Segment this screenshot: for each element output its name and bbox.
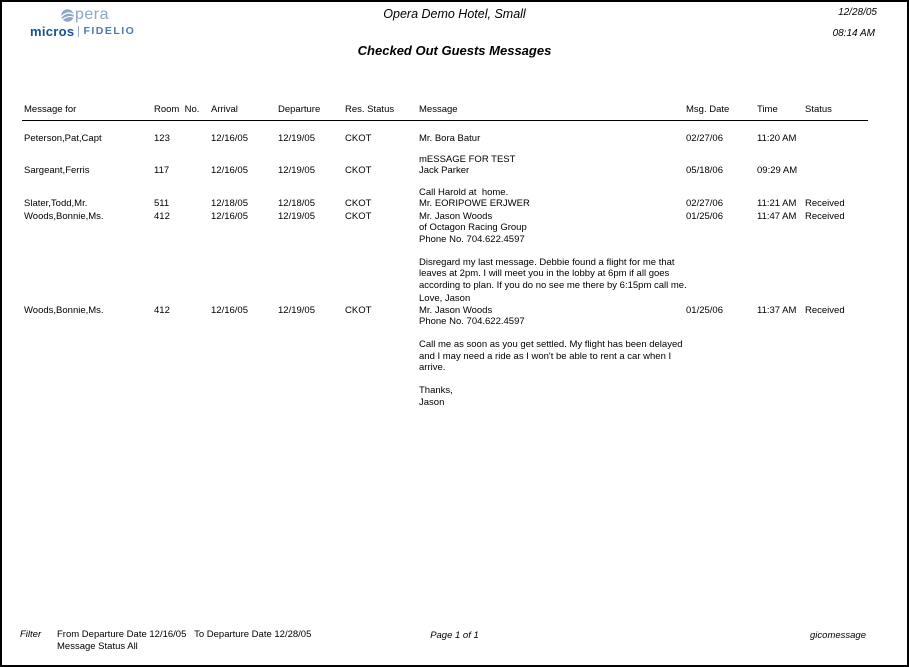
cell-msg_date: 01/25/06 [686,210,723,222]
column-header-departure: Departure [278,104,321,115]
message-line: according to plan. If you do no see me there by 6:15pm call me. [419,279,687,291]
message-line: Thanks, [419,385,453,396]
column-header-time: Time [757,104,778,115]
cell-room: 412 [154,304,170,316]
cell-departure: 12/19/05 [278,304,315,316]
message-line [419,328,687,340]
cell-message_for: Slater,Todd,Mr. [24,198,88,209]
column-header-message_for: Message for [24,104,77,115]
message-line: leaves at 2pm. I will meet you in the lobby at 6pm if all goes [419,268,670,279]
cell-message [419,133,687,145]
cell-res_status: CKOT [345,133,372,144]
micros-brand-text: micros [30,24,75,39]
message-line: Phone No. 704.622.4597 [419,316,525,327]
message-line: Mr. Jason Woods [419,210,493,222]
micros-fidelio-logo [30,25,135,38]
cell-arrival: 12/16/05 [211,304,248,316]
cell-departure: 12/18/05 [278,198,315,209]
message-line: and I may need a ride as I won't be able to rent a car when I [419,350,672,362]
cell-res_status: CKOT [345,198,372,209]
column-header-res_status: Res. Status [345,104,395,115]
message-line: Love, Jason [419,293,471,304]
cell-arrival: 12/16/05 [211,165,248,176]
cell-msg_date: 01/25/06 [686,304,723,316]
cell-res_status: CKOT [345,210,372,222]
cell-room: 511 [154,198,170,209]
message-line: arrive. [419,362,446,373]
fidelio-brand-text: FIDELIO [83,25,136,37]
message-line [419,374,687,386]
cell-message [419,154,687,177]
column-header-arrival: Arrival [211,104,238,115]
cell-arrival: 12/18/05 [211,198,248,209]
cell-time: 11:21 AM [757,198,797,209]
hotel-name: Opera Demo Hotel, Small [383,7,526,21]
logo-divider [78,26,79,37]
cell-message [419,293,687,408]
table-rows [2,121,907,408]
message-line: Mr. Jason Woods [419,304,493,316]
table-row [2,293,907,408]
column-header-msg_date: Msg. Date [686,104,730,115]
cell-arrival: 12/16/05 [211,210,248,222]
message-line: Phone No. 704.622.4597 [419,233,525,245]
cell-res_status: CKOT [345,165,372,176]
cell-message_for: Woods,Bonnie,Ms. [24,210,104,222]
message-line: Call Harold at home. [419,186,509,198]
cell-status: Received [805,198,845,209]
cell-arrival: 12/16/05 [211,133,248,144]
cell-room: 412 [154,210,170,222]
report-code: gicomessage [810,630,866,641]
report-title: Checked Out Guests Messages [357,43,552,58]
table-header-row [2,104,907,120]
cell-message [419,211,687,292]
cell-status: Received [805,210,845,222]
report-date: 12/28/05 [838,7,877,18]
filter-label: Filter [20,629,42,640]
cell-msg_date: 02/27/06 [686,198,723,209]
table-row [2,133,907,145]
message-line: Mr. EORIPOWE ERJWER [419,198,530,209]
filter-line-2: Message Status All [57,641,138,652]
cell-msg_date: 02/27/06 [686,133,723,144]
message-line: Jack Parker [419,165,470,176]
cell-room: 117 [154,165,170,176]
cell-room: 123 [154,133,170,144]
cell-message [419,187,687,210]
page-info: Page 1 of 1 [430,630,479,641]
cell-message_for: Sargeant,Ferris [24,165,90,176]
cell-message_for: Woods,Bonnie,Ms. [24,304,104,316]
cell-departure: 12/19/05 [278,210,315,222]
cell-time: 11:20 AM [757,133,797,144]
column-header-room: Room No. [154,104,200,115]
table-row [2,187,907,210]
cell-message_for: Peterson,Pat,Capt [24,133,102,144]
message-line [419,245,687,257]
message-line: mESSAGE FOR TEST [419,153,516,165]
table-row [2,211,907,292]
cell-msg_date: 05/18/06 [686,165,723,176]
cell-time: 09:29 AM [757,165,798,176]
message-line: Mr. Bora Batur [419,133,481,144]
message-line: of Octagon Racing Group [419,222,527,233]
cell-time: 11:37 AM [757,304,797,316]
column-header-message: Message [419,104,458,115]
table-row [2,154,907,177]
cell-res_status: CKOT [345,304,372,316]
cell-time: 11:47 AM [757,210,797,222]
message-line: Disregard my last message. Debbie found a flight for me that [419,256,675,268]
message-line: Call me as soon as you get settled. My flight has been delayed [419,339,683,350]
message-line: Jason [419,396,445,408]
report-time: 08:14 AM [832,28,875,39]
opera-brand-text: pera [75,6,110,23]
cell-departure: 12/19/05 [278,165,315,176]
filter-line-1: From Departure Date 12/16/05 To Departure Date 12/28/05 [57,629,312,640]
cell-status: Received [805,304,845,316]
column-header-status: Status [805,104,832,115]
cell-departure: 12/19/05 [278,133,315,144]
